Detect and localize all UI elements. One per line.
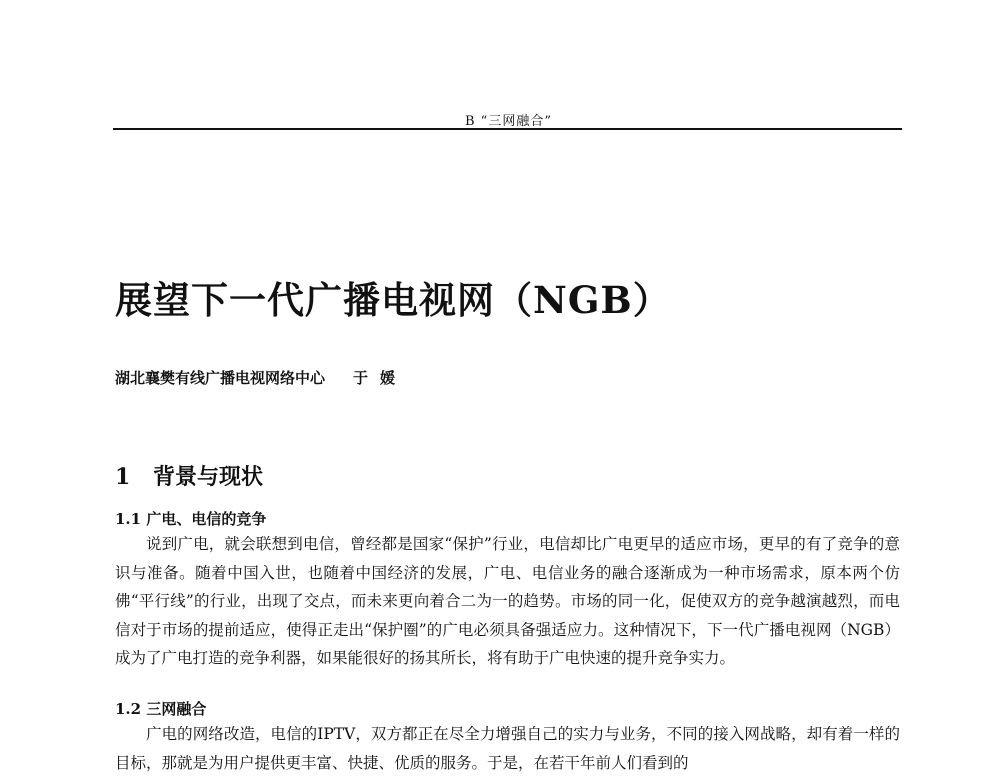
header-rule [113,128,902,130]
section-heading [115,460,263,491]
section-number: 1 [115,464,131,490]
byline [115,367,407,388]
running-header: B “三网融合” [465,114,552,129]
body-paragraph-2: 广电的网络改造，电信的IPTV，双方都正在尽全力增强自己的实力与业务，不同的接入网战略，却有着一样的目标，那就是为用户提供更丰富、快捷、优质的服务。于是，在若干年前人们看到的 [115,725,900,772]
author-name: 于媛 [353,369,408,387]
affiliation: 湖北襄樊有线广播电视网络中心 [115,369,326,387]
article-title: 展望下一代广播电视网（NGB） [115,278,671,322]
subsection-heading-1-2: 1.2 三网融合 [115,700,207,718]
section-title: 背景与现状 [153,464,264,490]
subsection-heading-1-1: 1.1 广电、电信的竞争 [115,510,267,528]
body-paragraph-1: 说到广电，就会联想到电信，曾经都是国家“保护”行业，电信却比广电更早的适应市场，更早的有了竞争的意识与准备。随着中国入世，也随着中国经济的发展，广电、电信业务的融合逐渐成为一种市场需求，原本两个仿佛“平行线”的行业，出现了交点，而未来更向着合二为一的趋势。市场的同一化，促使双方的竞争越演越烈，而电信对于市场的提前适应，使得正走出“保护圈”的广电必须具备强适应力。这种情况下，下一代广播电视网（NGB）成为了广电打造的竞争利器，如果能很好的扬其所长，将有助于广电快速的提升竞争实力。 [115,535,900,667]
